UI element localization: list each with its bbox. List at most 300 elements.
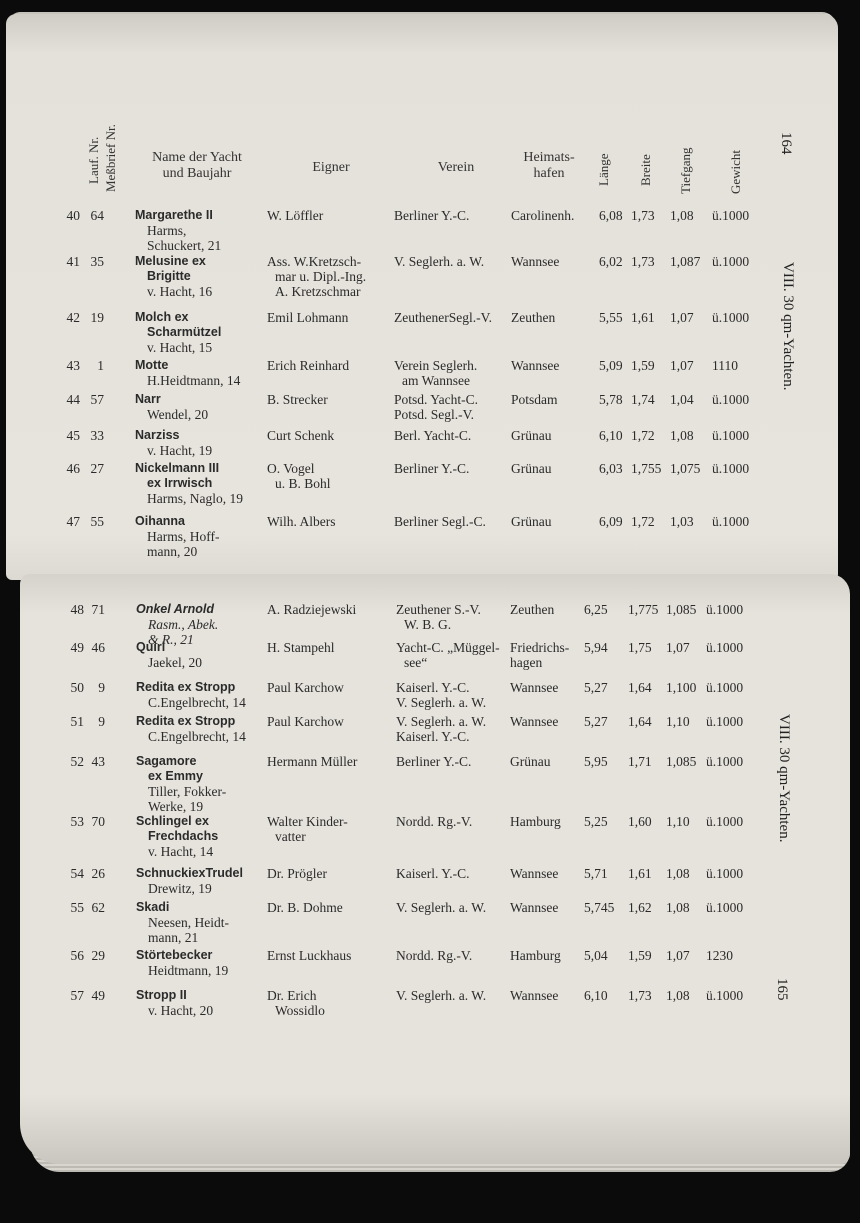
cell-hafen — [510, 900, 558, 915]
cell-breite: 1,75 — [628, 640, 652, 655]
cell-yacht-name — [135, 310, 221, 355]
cell-eigner — [267, 208, 323, 223]
side-title: VIII. 30 qm-Yachten. — [780, 262, 796, 391]
header-breite: Breite — [638, 154, 653, 186]
eigner-line: vatter — [275, 829, 306, 844]
cell-lauf: 46 — [66, 461, 80, 476]
cell-gewicht: ü.1000 — [712, 514, 750, 529]
header-eigner: Eigner — [312, 160, 350, 175]
cell-gewicht: ü.1000 — [712, 310, 750, 325]
cell-messbrief: 29 — [91, 948, 105, 963]
cell-verein — [396, 988, 486, 1003]
header-laenge: Länge — [596, 153, 611, 186]
cell-eigner — [267, 358, 349, 373]
cell-hafen — [510, 814, 561, 829]
eigner-line: Wilh. Albers — [267, 514, 336, 529]
cell-laenge: 5,78 — [599, 392, 623, 407]
cell-messbrief: 27 — [90, 461, 104, 476]
builder-year-line: C.Engelbrecht, 14 — [148, 729, 246, 744]
cell-breite: 1,72 — [631, 514, 655, 529]
verein-line: Yacht-C. „Müggel- — [396, 640, 500, 655]
cell-yacht-name — [136, 814, 218, 859]
cell-breite: 1,73 — [631, 208, 655, 223]
cell-eigner — [267, 514, 335, 529]
builder-year-line: Jaekel, 20 — [148, 655, 202, 670]
verein-line: am Wannsee — [402, 373, 471, 388]
left-page — [6, 14, 838, 580]
cell-tiefgang: 1,08 — [666, 988, 690, 1003]
cell-lauf: 51 — [70, 714, 84, 729]
cell-breite: 1,73 — [631, 254, 655, 269]
cell-eigner — [267, 988, 325, 1018]
builder-year-line: mann, 20 — [147, 544, 198, 559]
cell-eigner — [267, 310, 348, 325]
cell-eigner — [267, 680, 344, 695]
eigner-line: Hermann Müller — [267, 754, 358, 769]
cell-laenge: 5,04 — [584, 948, 608, 963]
cell-messbrief: 9 — [98, 714, 105, 729]
cell-messbrief: 9 — [98, 680, 105, 695]
page-number: 165 — [774, 978, 790, 1001]
cell-hafen — [511, 461, 552, 476]
verein-line: V. Seglerh. a. W. — [396, 988, 487, 1003]
yacht-name-line: Frechdachs — [148, 829, 219, 843]
cell-yacht-name — [136, 640, 202, 670]
cell-verein — [394, 461, 469, 476]
verein-line: W. B. G. — [404, 617, 452, 632]
header-name: Name der Yacht und Baujahr — [152, 150, 242, 181]
yacht-name-line: Schlingel ex — [136, 814, 209, 828]
yacht-name-line: Nickelmann III — [135, 461, 220, 475]
cell-eigner — [267, 254, 366, 299]
yacht-name-line: Störtebecker — [136, 948, 213, 962]
cell-hafen — [511, 208, 574, 223]
cell-lauf: 43 — [66, 358, 80, 373]
yacht-name-line: ex Emmy — [148, 769, 203, 783]
cell-lauf: 41 — [66, 254, 80, 269]
cell-verein — [394, 358, 477, 388]
cell-laenge: 5,27 — [584, 680, 608, 695]
cell-tiefgang: 1,07 — [666, 948, 690, 963]
cell-lauf: 47 — [66, 514, 80, 529]
cell-breite: 1,64 — [628, 680, 652, 695]
cell-gewicht: ü.1000 — [712, 254, 750, 269]
cell-yacht-name — [135, 461, 243, 506]
cell-lauf: 50 — [70, 680, 84, 695]
cell-gewicht: ü.1000 — [712, 428, 750, 443]
verein-line: Kaiserl. Y.-C. — [396, 680, 470, 695]
hafen-line: Potsdam — [511, 392, 558, 407]
yacht-name-line: Melusine ex — [135, 254, 206, 268]
yacht-name-line: Margarethe II — [135, 208, 213, 222]
hafen-line: Zeuthen — [511, 310, 556, 325]
yacht-name-line: Onkel Arnold — [136, 602, 215, 616]
cell-eigner — [267, 814, 348, 844]
cell-laenge: 5,55 — [599, 310, 623, 325]
verein-line: Berliner Y.-C. — [394, 461, 470, 476]
cell-laenge: 5,95 — [584, 754, 608, 769]
cell-hafen — [511, 392, 558, 407]
header-heimatshafen: Heimats- hafen — [523, 150, 575, 181]
cell-messbrief: 19 — [90, 310, 104, 325]
cell-messbrief: 55 — [90, 514, 104, 529]
yacht-name-line: Narr — [135, 392, 161, 406]
builder-year-line: C.Engelbrecht, 14 — [148, 695, 246, 710]
cell-gewicht: ü.1000 — [706, 640, 744, 655]
cell-eigner — [267, 948, 351, 963]
cell-lauf: 53 — [70, 814, 84, 829]
cell-laenge: 5,745 — [584, 900, 615, 915]
cell-verein — [396, 602, 481, 632]
cell-messbrief: 71 — [91, 602, 105, 617]
cell-hafen — [511, 428, 552, 443]
cell-laenge: 6,03 — [599, 461, 623, 476]
cell-breite: 1,61 — [631, 310, 655, 325]
hafen-line: Grünau — [511, 461, 552, 476]
right-page — [20, 574, 850, 1164]
hafen-line: hagen — [510, 655, 543, 670]
cell-yacht-name — [135, 392, 208, 422]
verein-line: ZeuthenerSegl.-V. — [394, 310, 492, 325]
builder-year-line: H.Heidtmann, 14 — [147, 373, 241, 388]
cell-lauf: 44 — [66, 392, 80, 407]
yacht-name-line: Narziss — [135, 428, 180, 442]
cell-hafen — [510, 640, 569, 670]
cell-gewicht: ü.1000 — [706, 602, 744, 617]
hafen-line: Grünau — [511, 514, 552, 529]
cell-lauf: 55 — [70, 900, 84, 915]
builder-year-line: Harms, Naglo, 19 — [147, 491, 243, 506]
cell-lauf: 49 — [70, 640, 84, 655]
hafen-line: Grünau — [511, 428, 552, 443]
verein-line: Berl. Yacht-C. — [394, 428, 472, 443]
builder-year-line: Drewitz, 19 — [148, 881, 212, 896]
cell-breite: 1,61 — [628, 866, 652, 881]
cell-verein — [396, 900, 486, 915]
cell-gewicht: ü.1000 — [706, 814, 744, 829]
yacht-name-line: Quirl — [136, 640, 166, 654]
cell-tiefgang: 1,07 — [670, 358, 694, 373]
builder-year-line: Harms, Hoff- — [147, 529, 220, 544]
header-messbrief-nr: Meßbrief Nr. — [103, 124, 118, 192]
cell-laenge: 5,27 — [584, 714, 608, 729]
builder-year-line: Schuckert, 21 — [147, 238, 222, 253]
cell-tiefgang: 1,087 — [670, 254, 701, 269]
cell-yacht-name — [135, 254, 212, 299]
cell-eigner — [267, 714, 344, 729]
eigner-line: Ernst Luckhaus — [267, 948, 352, 963]
cell-laenge: 6,08 — [599, 208, 623, 223]
yacht-name-line: ex Irrwisch — [147, 476, 213, 490]
cell-yacht-name — [135, 358, 240, 388]
cell-gewicht: ü.1000 — [706, 754, 744, 769]
cell-laenge: 6,09 — [599, 514, 623, 529]
yacht-name-line: Sagamore — [136, 754, 197, 768]
builder-year-line: v. Hacht, 16 — [147, 284, 213, 299]
cell-laenge: 6,02 — [599, 254, 623, 269]
cell-messbrief: 1 — [97, 358, 104, 373]
cell-verein — [394, 514, 486, 529]
cell-lauf: 56 — [70, 948, 84, 963]
cell-verein — [396, 866, 470, 881]
cell-lauf: 54 — [70, 866, 84, 881]
hafen-line: Wannsee — [510, 988, 559, 1003]
eigner-line: A. Radziejewski — [267, 602, 357, 617]
hafen-line: Wannsee — [510, 866, 559, 881]
cell-breite: 1,64 — [628, 714, 652, 729]
verein-line: Berliner Y.-C. — [396, 754, 472, 769]
cell-gewicht: ü.1000 — [706, 680, 744, 695]
cell-lauf: 57 — [70, 988, 84, 1003]
cell-lauf: 40 — [66, 208, 80, 223]
cell-hafen — [510, 680, 558, 695]
cell-tiefgang: 1,08 — [670, 208, 694, 223]
cell-tiefgang: 1,085 — [666, 602, 697, 617]
cell-yacht-name — [136, 948, 228, 978]
eigner-line: Dr. Erich — [267, 988, 317, 1003]
verein-line: Zeuthener S.-V. — [396, 602, 481, 617]
hafen-line: Wannsee — [511, 358, 560, 373]
cell-breite: 1,74 — [631, 392, 655, 407]
cell-verein — [396, 754, 471, 769]
side-title: VIII. 30 qm-Yachten. — [776, 714, 792, 843]
header-lauf-nr: Lauf. Nr. — [86, 136, 101, 184]
yacht-name-line: Redita ex Stropp — [136, 680, 236, 694]
yacht-name-line: SchnuckiexTrudel — [136, 866, 243, 880]
eigner-line: mar u. Dipl.-Ing. — [275, 269, 367, 284]
hafen-line: Carolinenh. — [511, 208, 575, 223]
cell-eigner — [267, 428, 334, 443]
verein-line: Nordd. Rg.-V. — [396, 814, 473, 829]
cell-breite: 1,72 — [631, 428, 655, 443]
eigner-line: Paul Karchow — [267, 680, 344, 695]
hafen-line: Grünau — [510, 754, 551, 769]
cell-yacht-name — [136, 680, 246, 710]
yacht-name-line: Redita ex Stropp — [136, 714, 236, 728]
eigner-line: A. Kretzschmar — [275, 284, 361, 299]
cell-breite: 1,71 — [628, 754, 652, 769]
cell-eigner — [267, 461, 331, 491]
cell-verein — [396, 680, 486, 710]
cell-hafen — [510, 866, 558, 881]
cell-tiefgang: 1,08 — [666, 900, 690, 915]
yacht-name-line: Scharmützel — [147, 325, 222, 339]
cell-verein — [396, 948, 472, 963]
hafen-line: Hamburg — [510, 948, 561, 963]
page-number: 164 — [778, 132, 794, 155]
verein-line: see“ — [404, 655, 428, 670]
cell-laenge: 6,10 — [584, 988, 608, 1003]
cell-laenge: 6,25 — [584, 602, 608, 617]
cell-tiefgang: 1,100 — [666, 680, 697, 695]
cell-laenge: 5,09 — [599, 358, 623, 373]
cell-tiefgang: 1,07 — [670, 310, 694, 325]
cell-gewicht: 1110 — [712, 358, 738, 373]
builder-year-line: Heidtmann, 19 — [148, 963, 229, 978]
cell-hafen — [511, 310, 555, 325]
builder-year-line: mann, 21 — [148, 930, 199, 945]
builder-year-line: v. Hacht, 19 — [147, 443, 213, 458]
cell-eigner — [267, 602, 356, 617]
builder-year-line: v. Hacht, 15 — [147, 340, 213, 355]
eigner-line: Dr. Prögler — [267, 866, 327, 881]
cell-hafen — [511, 514, 552, 529]
yacht-name-line: Stropp II — [136, 988, 187, 1002]
cell-verein — [394, 428, 471, 443]
hafen-line: Hamburg — [510, 814, 561, 829]
cell-laenge: 6,10 — [599, 428, 623, 443]
builder-year-line: v. Hacht, 20 — [148, 1003, 214, 1018]
cell-yacht-name — [136, 754, 226, 814]
eigner-line: Dr. B. Dohme — [267, 900, 343, 915]
cell-hafen — [510, 948, 561, 963]
cell-breite: 1,73 — [628, 988, 652, 1003]
verein-line: Nordd. Rg.-V. — [396, 948, 473, 963]
cell-tiefgang: 1,07 — [666, 640, 690, 655]
cell-verein — [396, 714, 486, 744]
cell-tiefgang: 1,10 — [666, 714, 690, 729]
eigner-line: W. Löffler — [267, 208, 324, 223]
cell-verein — [396, 640, 500, 670]
cell-breite: 1,62 — [628, 900, 652, 915]
cell-gewicht: ü.1000 — [706, 988, 744, 1003]
cell-gewicht: 1230 — [706, 948, 733, 963]
hafen-line: Wannsee — [511, 254, 560, 269]
eigner-line: H. Stampehl — [267, 640, 335, 655]
builder-year-line: Tiller, Fokker- — [148, 784, 227, 799]
cell-messbrief: 62 — [91, 900, 105, 915]
cell-breite: 1,59 — [628, 948, 652, 963]
cell-eigner — [267, 900, 343, 915]
eigner-line: Wossidlo — [275, 1003, 325, 1018]
cell-tiefgang: 1,03 — [670, 514, 694, 529]
yacht-name-line: Oihanna — [135, 514, 186, 528]
cell-yacht-name — [135, 514, 219, 559]
cell-breite: 1,755 — [631, 461, 662, 476]
cell-verein — [394, 392, 478, 422]
cell-lauf: 42 — [66, 310, 80, 325]
verein-line: V. Seglerh. a. W. — [394, 254, 485, 269]
cell-eigner — [267, 640, 335, 655]
cell-messbrief: 57 — [90, 392, 104, 407]
eigner-line: Curt Schenk — [267, 428, 335, 443]
cell-messbrief: 33 — [90, 428, 104, 443]
cell-gewicht: ü.1000 — [706, 900, 744, 915]
builder-year-line: Neesen, Heidt- — [148, 915, 229, 930]
cell-messbrief: 35 — [90, 254, 104, 269]
verein-line: Potsd. Yacht-C. — [394, 392, 479, 407]
cell-tiefgang: 1,04 — [670, 392, 694, 407]
cell-messbrief: 46 — [91, 640, 105, 655]
cell-tiefgang: 1,10 — [666, 814, 690, 829]
cell-hafen — [510, 754, 551, 769]
cell-breite: 1,60 — [628, 814, 652, 829]
builder-year-line: v. Hacht, 14 — [148, 844, 214, 859]
cell-yacht-name — [135, 428, 212, 458]
cell-tiefgang: 1,08 — [670, 428, 694, 443]
header-tiefgang: Tiefgang — [678, 147, 693, 194]
builder-year-line: Wendel, 20 — [147, 407, 209, 422]
verein-line: Potsd. Segl.-V. — [394, 407, 475, 422]
cell-yacht-name — [136, 866, 243, 896]
yacht-name-line: Brigitte — [147, 269, 191, 283]
cell-messbrief: 26 — [91, 866, 105, 881]
cell-eigner — [267, 866, 327, 881]
cell-hafen — [511, 254, 559, 269]
hafen-line: Wannsee — [510, 900, 559, 915]
hafen-line: Friedrichs- — [510, 640, 570, 655]
verein-line: Kaiserl. Y.-C. — [396, 729, 470, 744]
builder-year-line: Rasm., Abek. — [148, 617, 219, 632]
eigner-line: B. Strecker — [267, 392, 328, 407]
cell-messbrief: 43 — [91, 754, 105, 769]
cell-tiefgang: 1,08 — [666, 866, 690, 881]
cell-gewicht: ü.1000 — [712, 208, 750, 223]
cell-gewicht: ü.1000 — [706, 866, 744, 881]
cell-verein — [396, 814, 472, 829]
cell-laenge: 5,25 — [584, 814, 608, 829]
eigner-line: Walter Kinder- — [267, 814, 348, 829]
eigner-line: O. Vogel — [267, 461, 315, 476]
cell-hafen — [510, 714, 558, 729]
cell-breite: 1,775 — [628, 602, 659, 617]
hafen-line: Wannsee — [510, 680, 559, 695]
verein-line: Kaiserl. Y.-C. — [396, 866, 470, 881]
eigner-line: Ass. W.Kretzsch- — [267, 254, 362, 269]
cell-verein — [394, 310, 492, 325]
hafen-line: Wannsee — [510, 714, 559, 729]
verein-line: Berliner Y.-C. — [394, 208, 470, 223]
verein-line: V. Seglerh. a. W. — [396, 695, 487, 710]
cell-messbrief: 70 — [91, 814, 105, 829]
cell-yacht-name — [136, 900, 229, 945]
cell-hafen — [510, 988, 558, 1003]
eigner-line: Emil Lohmann — [267, 310, 349, 325]
cell-gewicht: ü.1000 — [712, 392, 750, 407]
cell-eigner — [267, 392, 328, 407]
cell-laenge: 5,94 — [584, 640, 608, 655]
cell-laenge: 5,71 — [584, 866, 608, 881]
cell-verein — [394, 254, 484, 269]
cell-lauf: 45 — [66, 428, 80, 443]
cell-messbrief: 64 — [90, 208, 104, 223]
cell-eigner — [267, 754, 357, 769]
cell-hafen — [510, 602, 554, 617]
eigner-line: Erich Reinhard — [267, 358, 350, 373]
cell-verein — [394, 208, 469, 223]
cell-gewicht: ü.1000 — [712, 461, 750, 476]
eigner-line: Paul Karchow — [267, 714, 344, 729]
verein-line: V. Seglerh. a. W. — [396, 900, 487, 915]
header-verein: Verein — [437, 160, 475, 175]
cell-lauf: 48 — [70, 602, 84, 617]
cell-yacht-name — [136, 988, 213, 1018]
cell-yacht-name — [135, 208, 221, 253]
cell-hafen — [511, 358, 559, 373]
builder-year-line: Werke, 19 — [148, 799, 204, 814]
hafen-line: Zeuthen — [510, 602, 555, 617]
header-gewicht: Gewicht — [728, 149, 743, 194]
cell-yacht-name — [136, 714, 246, 744]
yacht-name-line: Skadi — [136, 900, 170, 914]
verein-line: V. Seglerh. a. W. — [396, 714, 487, 729]
verein-line: Verein Seglerh. — [394, 358, 478, 373]
cell-gewicht: ü.1000 — [706, 714, 744, 729]
eigner-line: u. B. Bohl — [275, 476, 331, 491]
cell-lauf: 52 — [70, 754, 84, 769]
cell-messbrief: 49 — [91, 988, 105, 1003]
cell-tiefgang: 1,075 — [670, 461, 701, 476]
